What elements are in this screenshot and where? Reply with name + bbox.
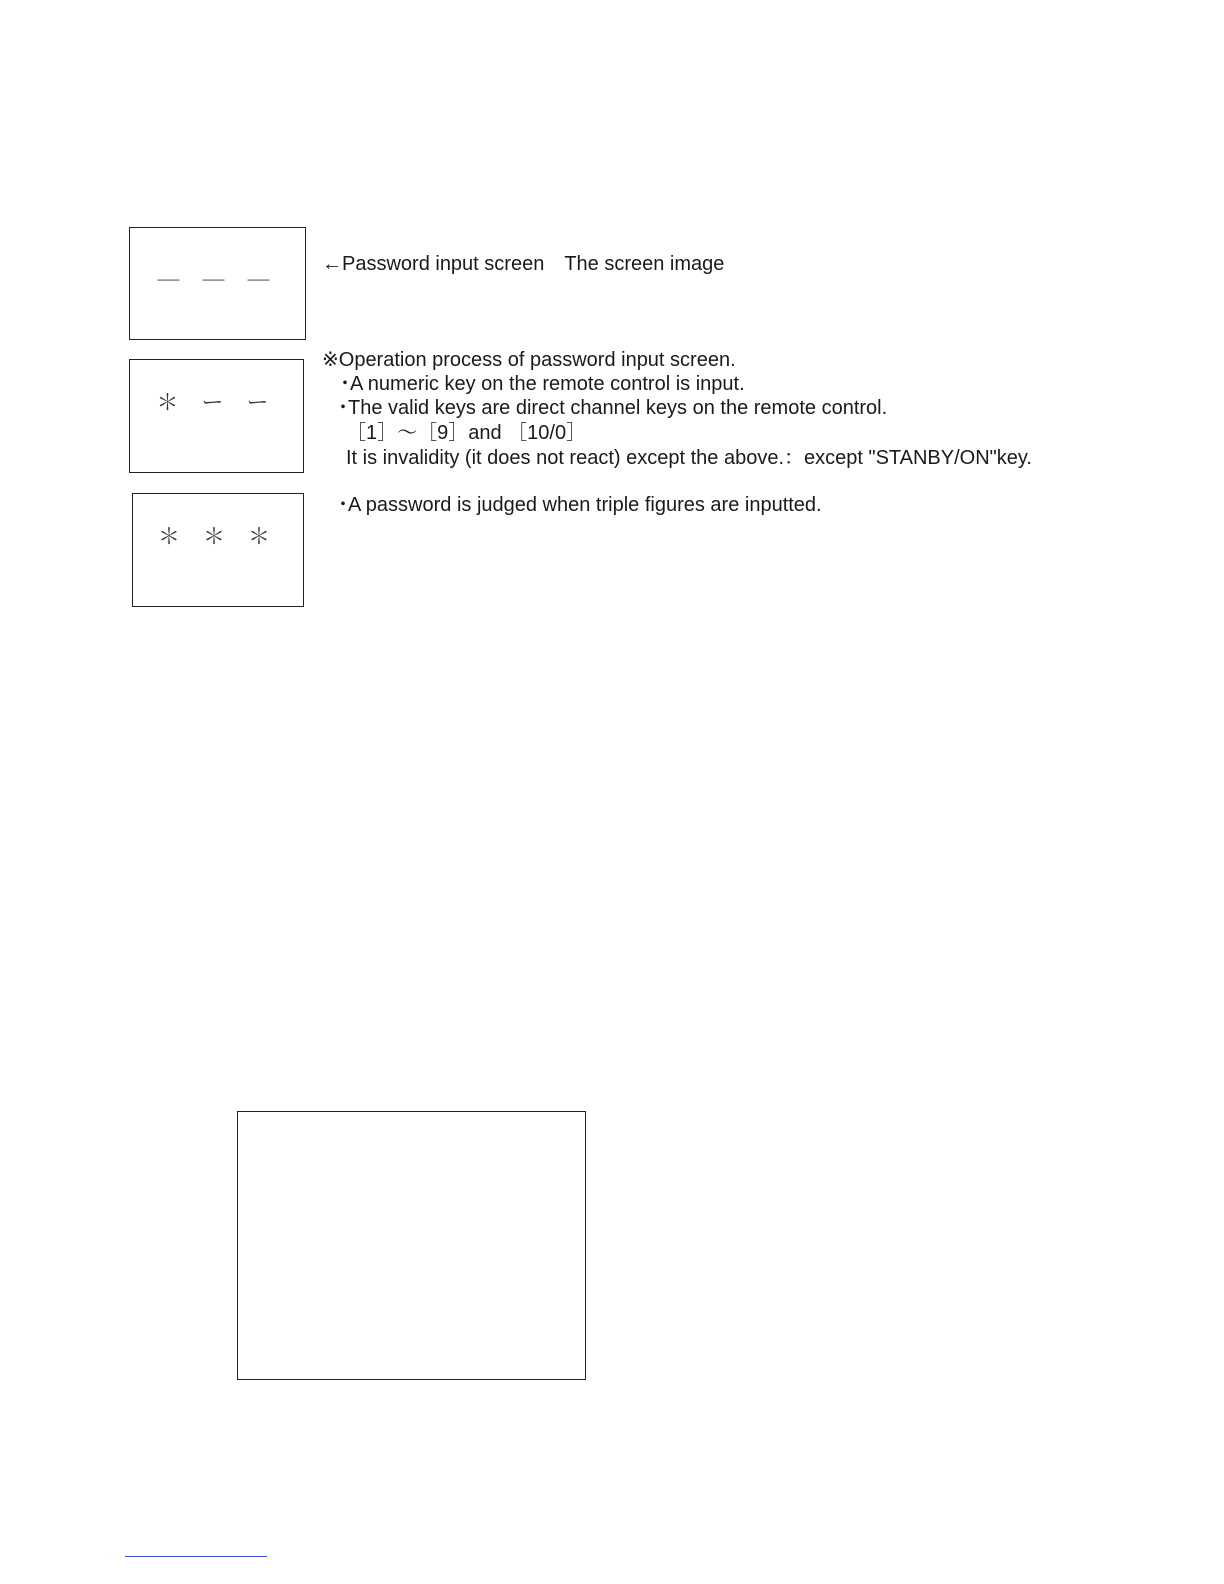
process-heading: ※Operation process of password input screen. bbox=[322, 349, 736, 371]
password-screen-one-digit bbox=[129, 359, 304, 473]
password-three-digits-code: ＊ ＊ ＊ bbox=[158, 525, 278, 550]
process-valid-key-range: ［1］～［9］and ［10/0］ bbox=[346, 422, 587, 444]
blank-screen-image bbox=[237, 1111, 586, 1380]
footer-rule bbox=[125, 1556, 267, 1557]
password-one-digit-code: ＊ ー ー bbox=[156, 391, 277, 416]
password-screen-empty bbox=[129, 227, 306, 340]
screen-caption: ←Password input screen The screen image bbox=[322, 253, 725, 275]
process-bullet-numeric-key: ･A numeric key on the remote control is input. bbox=[340, 373, 745, 395]
process-bullet-valid-keys: ･The valid keys are direct channel keys on the remote control. bbox=[338, 397, 888, 419]
process-bullet-judgement: ･A password is judged when triple figures are inputted. bbox=[338, 494, 822, 516]
process-invalid-note: It is invalidity (it does not react) except the above.：except "STANBY/ON"key. bbox=[346, 447, 1032, 469]
password-screen-three-digits bbox=[132, 493, 304, 607]
password-placeholder-code: ＿ ＿ ＿ bbox=[157, 259, 278, 284]
